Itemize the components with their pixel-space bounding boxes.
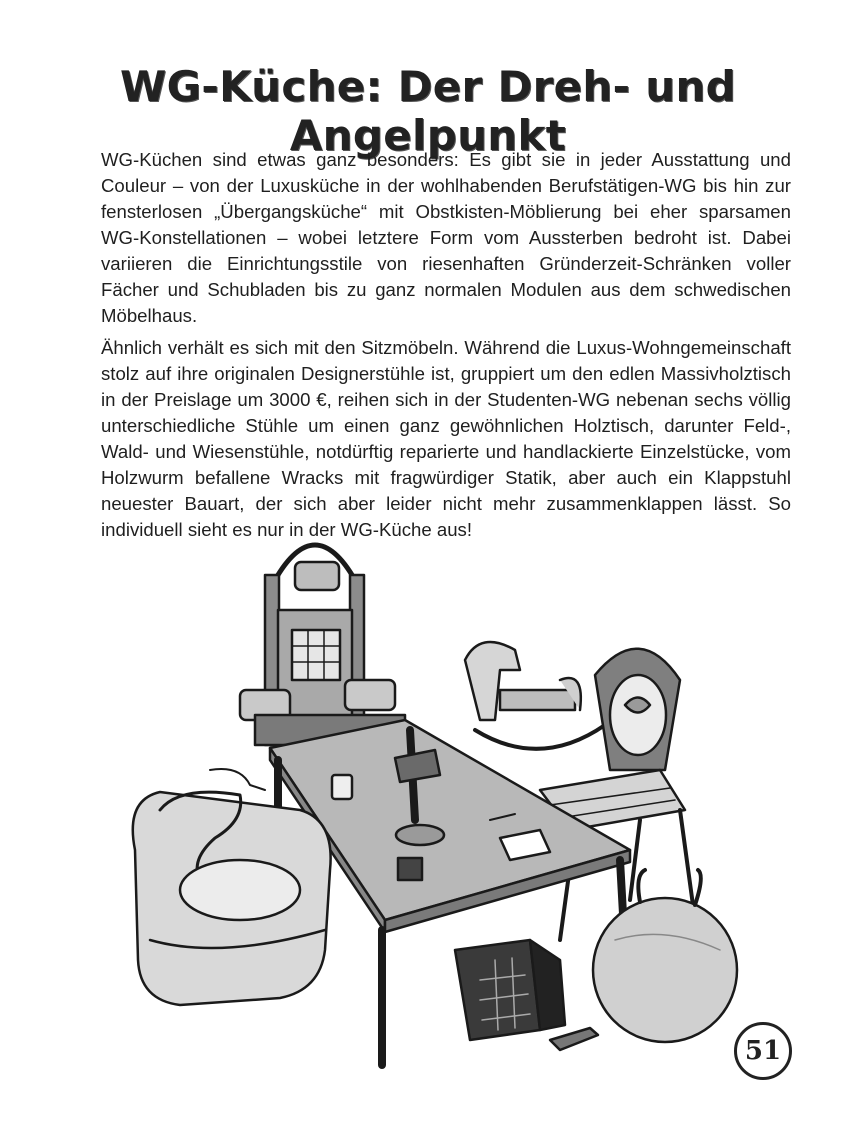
page-title: WG-Küche: Der Dreh- und Angelpunkt — [119, 62, 737, 160]
beer-crate — [455, 940, 565, 1040]
rocking-horse — [465, 642, 605, 749]
bottle — [550, 1028, 598, 1050]
body-text — [101, 147, 791, 549]
electric-chair — [240, 545, 405, 745]
exercise-ball — [593, 870, 737, 1042]
paragraph-2: Ähnlich verhält es sich mit den Sitzmöbeln. Während die Luxus-Wohngemeinschaft stolz auf ihre originalen Designerstühle ist, gruppiert um den edlen Massivholztisch in der Preislage um 3000 €, reihen sich in der Studenten-WG nebenan sechs völlig unterschiedliche Stühle um einen ganz gewöhnlichen Holztisch, darunter Feld-, Wald- und Wiesenstühle, notdürftig reparierte und handlackierte Einzelstücke, vom Holzwurm befallene Wracks mit fragwürdiger Statik, aber auch ein Klappstuhl neuester Bauart, der sich aber leider nicht mehr zusammenklappen lässt. So individuell sieht es nur in der WG-Küche aus! — [101, 337, 791, 540]
page-number: 51 — [734, 1022, 792, 1080]
kitchen-chairs-illustration — [120, 520, 800, 1080]
paragraph-1: WG-Küchen sind etwas ganz besonders: Es gibt sie in jeder Ausstattung und Couleur – von der Luxusküche in der wohlhabenden Berufstätigen-WG bis hin zur fensterlosen „Übergangsküche“ mit Obstkisten-Möblierung bei eher sparsamen WG-Konstellationen – wobei letztere Form vom Aussterben bedroht ist. Dabei variieren die Einrichtungsstile von riesenhaften Gründerzeit-Schränken voller Fächer und Schubladen bis zu ganz normalen Modulen aus dem schwedischen Möbelhaus. — [101, 149, 791, 326]
